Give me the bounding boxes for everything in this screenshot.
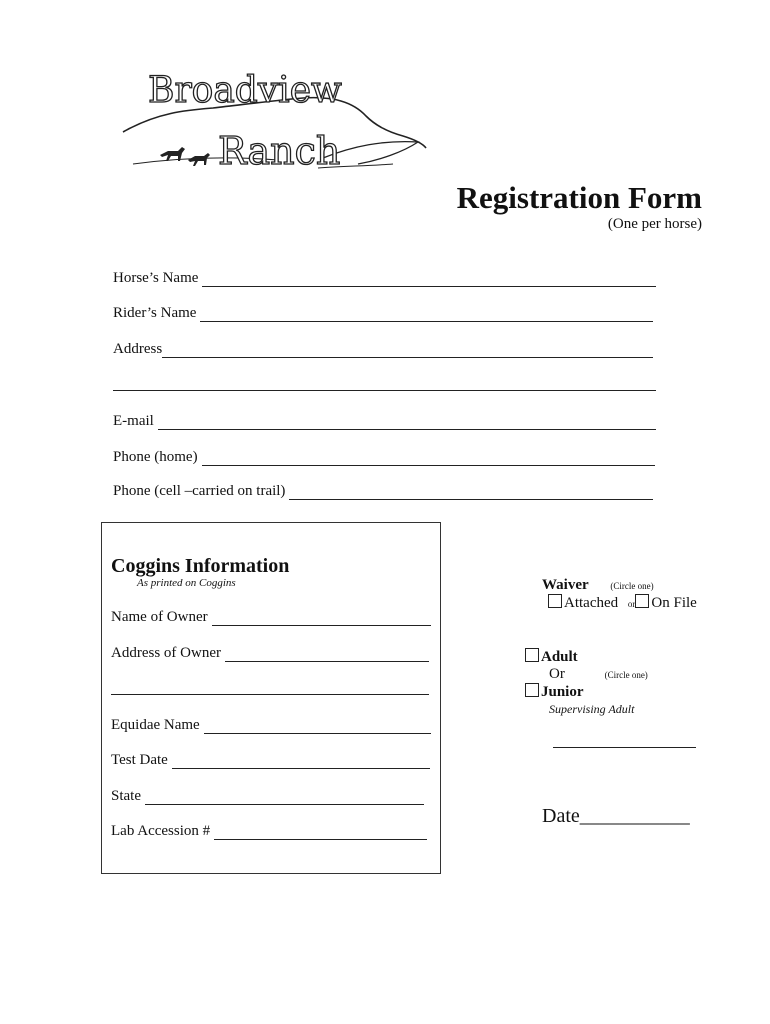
date-field[interactable]: [542, 805, 690, 828]
address-field[interactable]: [113, 341, 653, 358]
phone-cell-label: Phone (cell –carried on trail): [113, 483, 286, 499]
rider-name-label: Rider’s Name: [113, 305, 197, 321]
lab-accession-label: Lab Accession #: [111, 823, 211, 839]
date-label: Date: [542, 805, 580, 827]
equidae-name-label: Equidae Name: [111, 717, 200, 733]
owner-address-label: Address of Owner: [111, 645, 221, 661]
on-file-checkbox[interactable]: [635, 594, 649, 608]
junior-label: Junior: [541, 684, 584, 700]
horse-name-field[interactable]: [113, 270, 656, 287]
attached-label: Attached: [564, 595, 619, 611]
date-line: ___________: [579, 805, 690, 827]
test-date-label: Test Date: [111, 752, 168, 768]
coggins-title: Coggins Information: [111, 555, 290, 577]
owner-name-field[interactable]: [111, 609, 431, 626]
lab-accession-field[interactable]: [111, 823, 427, 840]
owner-address-line-2[interactable]: [111, 694, 429, 695]
adult-option: [525, 648, 578, 666]
on-file-label: On File: [651, 595, 697, 611]
rider-type-circle-one: (Circle one): [604, 670, 648, 680]
horse-name-label: Horse’s Name: [113, 270, 199, 286]
junior-checkbox[interactable]: [525, 683, 539, 697]
adult-label: Adult: [541, 649, 578, 665]
address-label: Address: [113, 341, 163, 357]
waiver-row: [542, 577, 654, 594]
address-line-2[interactable]: [113, 390, 656, 391]
adult-junior-or-row: [549, 666, 648, 683]
logo-broadview: Broadview: [148, 70, 342, 111]
waiver-label: Waiver: [542, 577, 589, 593]
state-field[interactable]: [111, 788, 424, 805]
page-title: Registration Form: [456, 180, 702, 215]
waiver-options: [548, 594, 697, 612]
supervising-adult-label: Supervising Adult: [549, 702, 635, 716]
waiver-circle-one: (Circle one): [610, 581, 654, 591]
phone-cell-field[interactable]: [113, 483, 653, 500]
logo-ranch: Ranch: [218, 129, 341, 173]
phone-home-label: Phone (home): [113, 449, 198, 465]
junior-option: [525, 683, 584, 701]
email-field[interactable]: [113, 413, 656, 430]
waiver-or: or: [627, 599, 636, 609]
test-date-field[interactable]: [111, 752, 430, 769]
attached-checkbox[interactable]: [548, 594, 562, 608]
rider-name-field[interactable]: [113, 305, 653, 322]
horse-icon: [160, 147, 210, 166]
broadview-ranch-logo: [118, 60, 438, 185]
email-label: E-mail: [113, 413, 154, 429]
state-label: State: [111, 788, 141, 804]
owner-address-field[interactable]: [111, 645, 429, 662]
adult-junior-or: Or: [549, 666, 565, 682]
adult-checkbox[interactable]: [525, 648, 539, 662]
coggins-note: As printed on Coggins: [137, 577, 236, 589]
page-subtitle: (One per horse): [607, 216, 702, 232]
phone-home-field[interactable]: [113, 449, 655, 466]
equidae-name-field[interactable]: [111, 717, 431, 734]
supervising-adult-line[interactable]: [553, 747, 696, 748]
owner-name-label: Name of Owner: [111, 609, 208, 625]
